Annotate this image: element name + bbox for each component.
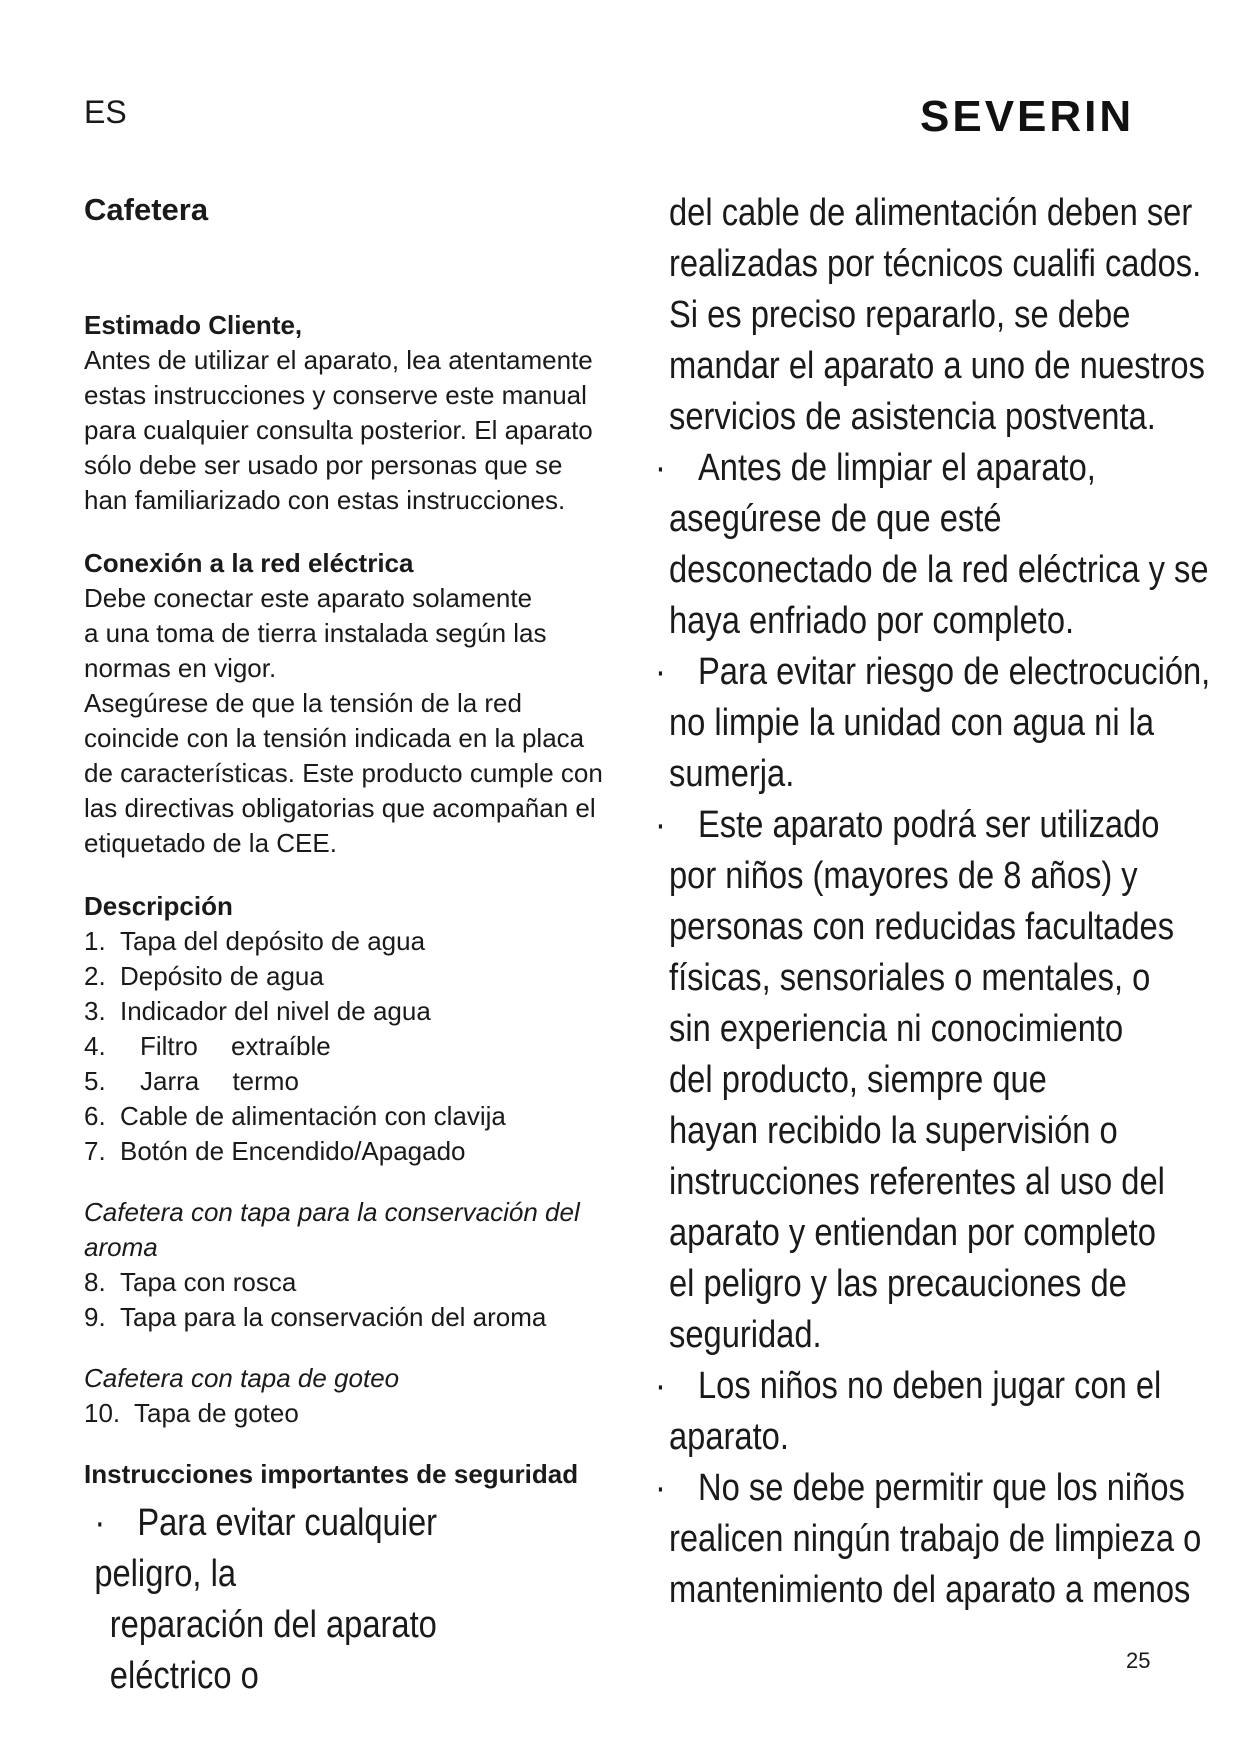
bullet-line: el peligro y las precauciones de (669, 1263, 1127, 1305)
item-text: Depósito de agua (120, 961, 324, 991)
bullet-line: no limpie la unidad con agua ni la (669, 702, 1155, 744)
bullet-line: seguridad. (669, 1314, 822, 1356)
item-number: 8. (84, 1267, 106, 1297)
continuation-line: Si es preciso repararlo, se debe (669, 294, 1131, 336)
item-number: 9. (84, 1302, 106, 1332)
safety-bullet (84, 1498, 624, 1702)
brand-logo: SEVERIN (920, 92, 1135, 141)
bullet-text: Los niños no deben jugar con el (698, 1365, 1162, 1407)
continuation-line: del cable de alimentación deben ser (669, 192, 1193, 234)
bullet-text: Antes de limpiar el aparato, (698, 447, 1096, 489)
bullet-dot: · (655, 804, 666, 846)
bullet-first-line (655, 647, 1211, 698)
list-item (84, 1099, 624, 1134)
bullet-line: hayan recibido la supervisión o (669, 1110, 1118, 1152)
drip-list (84, 1396, 624, 1431)
right-column (655, 188, 1211, 1616)
aroma-heading-line: aroma (84, 1232, 158, 1262)
bullet-dot: · (655, 1365, 666, 1407)
connection-line: coincide con la tensión indicada en la placa (84, 723, 585, 753)
bullet-line: aparato y entiendan por completo (669, 1212, 1156, 1254)
bullet-dot: · (655, 447, 666, 489)
connection-heading: Conexión a la red eléctrica (84, 548, 414, 578)
bullet-dot: · (655, 1467, 666, 1509)
bullet-line: desconectado de la red eléctrica y se (669, 549, 1209, 591)
bullet-first-line (655, 1361, 1162, 1412)
item-text: Tapa con rosca (120, 1267, 297, 1297)
bullet-text: Para evitar riesgo de electrocución, (698, 651, 1211, 693)
safety-bullet (655, 1463, 1202, 1616)
continuation-paragraph (669, 188, 1205, 443)
bullet-line: realicen ningún trabajo de limpieza o (669, 1518, 1202, 1560)
safety-bullet (655, 800, 1189, 1361)
list-item (84, 1029, 624, 1064)
intro-line: Antes de utilizar el aparato, lea atentamente (84, 345, 593, 375)
list-item (84, 1396, 624, 1431)
item-number: 4. (84, 1031, 106, 1061)
connection-line: normas en vigor. (84, 653, 277, 683)
item-text: Indicador del nivel de agua (120, 996, 431, 1026)
list-item (84, 1134, 624, 1169)
bullet-line: sin experiencia ni conocimiento (669, 1008, 1124, 1050)
item-text: Tapa del depósito de agua (120, 926, 426, 956)
bullet-text: No se debe permitir que los niños (698, 1467, 1185, 1509)
item-text: Cable de alimentación con clavija (120, 1101, 506, 1131)
left-column (84, 190, 624, 1702)
item-text: Filtro extraíble (140, 1031, 331, 1061)
connection-line: de características. Este producto cumple con (84, 758, 603, 788)
intro-line: han familiarizado con estas instrucciones. (84, 485, 566, 515)
bullet-line: instrucciones referentes al uso del (669, 1161, 1165, 1203)
item-number: 6. (84, 1101, 106, 1131)
bullet-first-line (655, 800, 1160, 851)
intro-paragraph (84, 343, 624, 518)
list-item (84, 1064, 624, 1099)
bullet-dot: · (94, 1502, 106, 1544)
bullet-line: aparato. (669, 1416, 789, 1458)
bullet-text: Para evitar cualquier peligro, la (94, 1502, 438, 1595)
bullet-line: haya enfriado por completo. (669, 600, 1075, 642)
bullet-line: mantenimiento del aparato a menos (669, 1569, 1191, 1611)
item-number: 2. (84, 961, 106, 991)
safety-heading: Instrucciones importantes de seguridad (84, 1459, 579, 1489)
continuation-line: mandar el aparato a uno de nuestros (669, 345, 1205, 387)
item-number: 3. (84, 996, 106, 1026)
continuation-line: realizadas por técnicos cualifi cados. (669, 243, 1202, 285)
description-heading: Descripción (84, 891, 233, 921)
item-text: Tapa para la conservación del aroma (120, 1302, 547, 1332)
list-item (84, 994, 624, 1029)
safety-bullet-first-line (84, 1498, 548, 1600)
list-item (84, 1300, 624, 1335)
greeting-heading: Estimado Cliente, (84, 310, 303, 340)
bullet-first-line (655, 1463, 1185, 1514)
item-text: Tapa de goteo (134, 1398, 299, 1428)
connection-line: las directivas obligatorias que acompañan el (84, 793, 596, 823)
intro-line: para cualquier consulta posterior. El aparato (84, 415, 593, 445)
bullet-line: personas con reducidas facultades (669, 906, 1175, 948)
aroma-heading-line: Cafetera con tapa para la conservación del (84, 1197, 580, 1227)
bullet-line: del producto, siempre que (669, 1059, 1047, 1101)
item-number: 10. (84, 1398, 121, 1428)
page-title: Cafetera (84, 192, 209, 227)
description-list (84, 924, 624, 1169)
page-number: 25 (1126, 1648, 1151, 1673)
connection-line: Debe conectar este aparato solamente (84, 583, 533, 613)
bullet-line: físicas, sensoriales o mentales, o (669, 957, 1151, 999)
bullet-first-line (655, 443, 1114, 494)
aroma-list (84, 1265, 624, 1335)
item-number: 7. (84, 1136, 106, 1166)
bullet-dot: · (655, 651, 666, 693)
bullet-line: asegúrese de que esté (669, 498, 1002, 540)
bullet-line: sumerja. (669, 753, 795, 795)
safety-bullet (655, 443, 1209, 647)
list-item (84, 924, 624, 959)
safety-bullet (655, 1361, 1189, 1463)
list-item (84, 959, 624, 994)
intro-line: sólo debe ser usado por personas que se (84, 450, 563, 480)
continuation-line: servicios de asistencia postventa. (669, 396, 1156, 438)
safety-bullet (655, 647, 1211, 800)
safety-bullet-line: reparación del aparato eléctrico o (109, 1604, 437, 1697)
item-number: 5. (84, 1066, 106, 1096)
connection-line: etiquetado de la CEE. (84, 828, 337, 858)
item-text: Jarra termo (140, 1066, 299, 1096)
connection-line: Asegúrese de que la tensión de la red (84, 688, 522, 718)
bullet-line: por niños (mayores de 8 años) y (669, 855, 1138, 897)
intro-line: estas instrucciones y conserve este manual (84, 380, 587, 410)
bullet-text: Este aparato podrá ser utilizado (698, 804, 1160, 846)
language-code: ES (84, 94, 127, 130)
drip-heading: Cafetera con tapa de goteo (84, 1363, 400, 1393)
item-number: 1. (84, 926, 106, 956)
connection-paragraph (84, 581, 624, 861)
connection-line: a una toma de tierra instalada según las (84, 618, 547, 648)
list-item (84, 1265, 624, 1300)
item-text: Botón de Encendido/Apagado (120, 1136, 466, 1166)
